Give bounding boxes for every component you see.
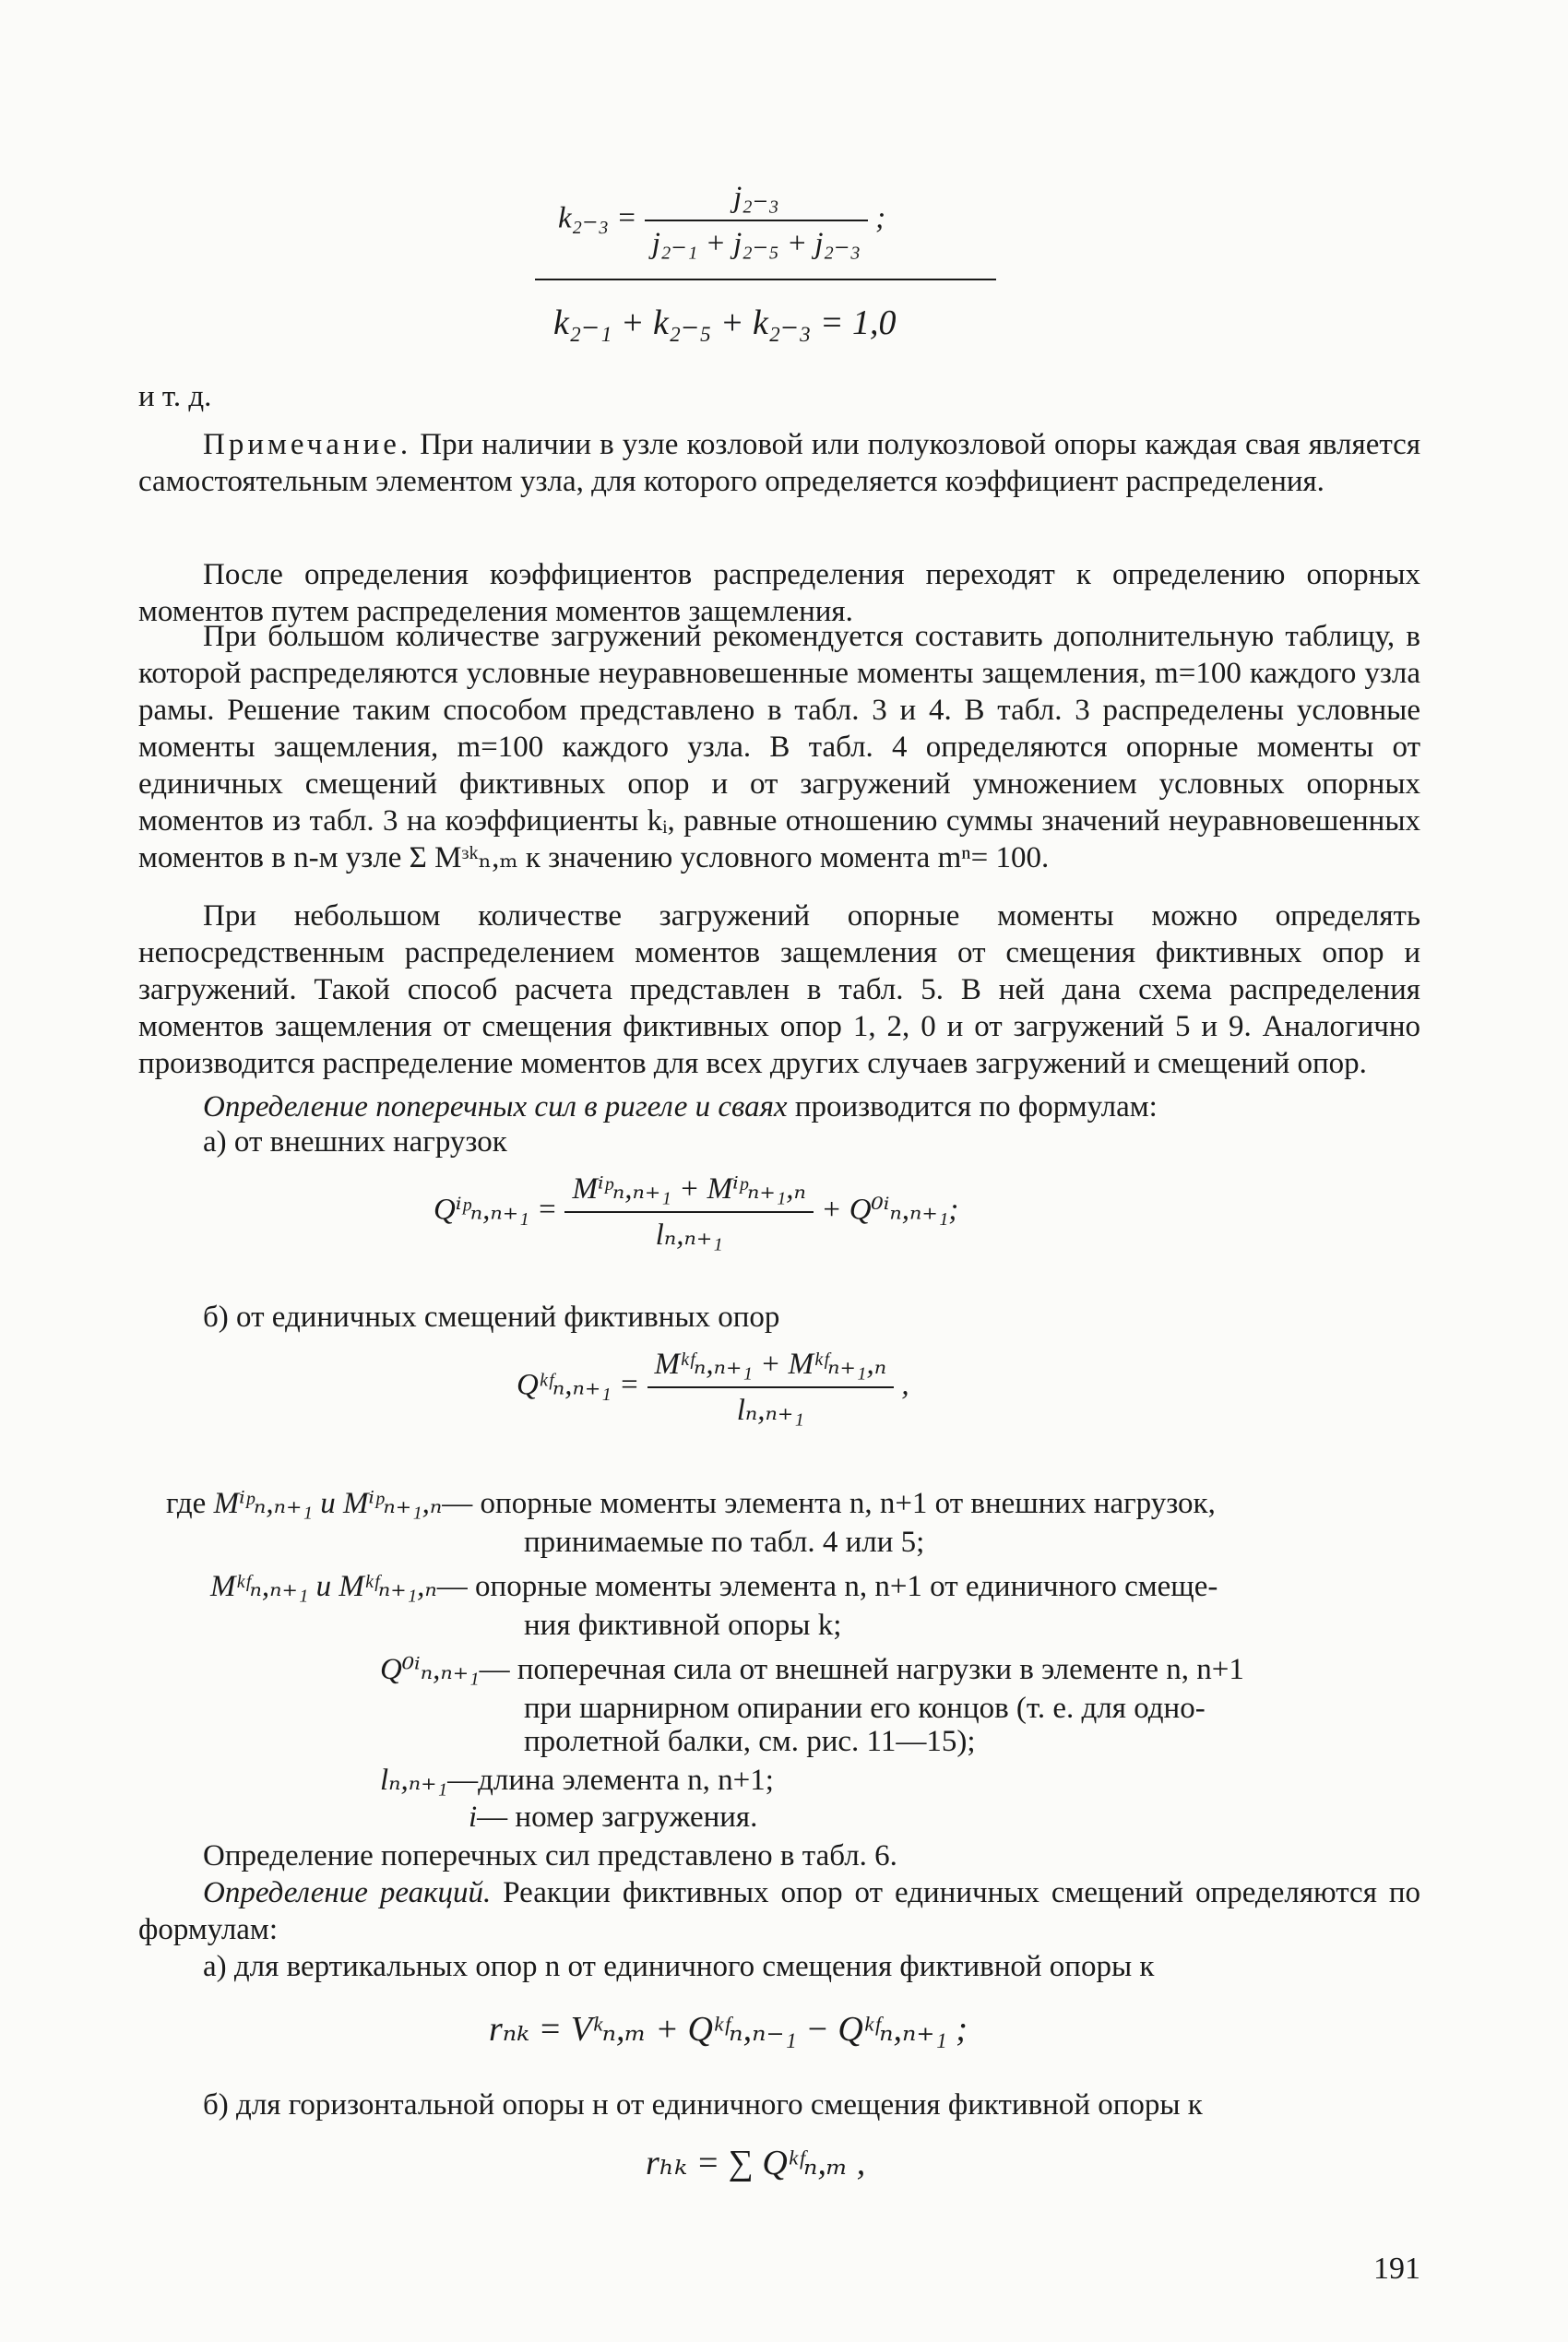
definition-4-symbol: lₙ,ₙ₊₁ [380,1764,448,1797]
where-label: где [166,1487,207,1520]
page-number: 191 [1373,2252,1420,2286]
formula-k23-denominator: j₂₋₁ + j₂₋₅ + j₂₋₃ [651,227,861,260]
definition-2-symbol: Mᵏᶠₙ,ₙ₊₁ и Mᵏᶠₙ₊₁,ₙ [210,1570,437,1603]
paragraph-4-body: производится по формулам: [787,1090,1158,1123]
definition-1-cont: принимаемые по табл. 4 или 5; [524,1526,925,1559]
definition-3-cont-1: при шарнирном опирании его концов (т. е. для одно- [524,1692,1206,1725]
definition-3 [380,1651,1244,1688]
definition-2 [210,1568,1218,1605]
item-b-unit-displacements: б) от единичных смещений фиктивных опор [203,1301,780,1334]
formula-q1-denominator: lₙ,ₙ₊₁ [655,1219,723,1252]
definition-4-text: —длина элемента n, n+1; [447,1764,774,1797]
item-a-external-loads: а) от внешних нагрузок [203,1125,507,1159]
formula-ksum: k₂₋₁ + k₂₋₅ + k₂₋₃ = 1,0 [553,303,897,342]
note [138,426,1420,500]
definition-2-cont: ния фиктивной опоры k; [524,1609,842,1642]
formula-q1-right: + Q⁰ⁱₙ,ₙ₊₁; [821,1193,959,1227]
paragraph-6-body: Реакции фиктивных опор от единичных смещений определяются по формулам: [138,1876,1420,1946]
formula-k23-left: k₂₋₃ = [558,201,637,235]
paragraph-2: При большом количестве загружений рекомендуется составить дополнительную таблицу, в которой распределяются условные неуравновешенные моменты защемления, m=100 каждого узла рамы. Решение таким способом представлено в табл. 3 и 4. В табл. 3 распределены условные моменты защемления, m=100 каждого узла. В табл. 4 определяются опорные моменты от единичных смещений фиктивных опор и от загружений умножением условных опорных моментов из табл. 3 на коэффициенты kᵢ, равные отношению суммы значений неуравновешенных моментов в n-м узле Σ Mᶟᵏₙ,ₘ к значению условного момента mⁿ= 100. [138,620,1420,874]
formula-k23-end: ; [875,201,886,235]
definition-2-text: — опорные моменты элемента n, n+1 от единичного смеще- [436,1570,1218,1603]
formula-q2-numerator: Mᵏᶠₙ,ₙ₊₁ + Mᵏᶠₙ₊₁,ₙ [647,1342,895,1388]
definition-1-text: — опорные моменты элемента n, n+1 от внешних нагрузок, [442,1487,1216,1520]
formula-q2-right: , [901,1368,909,1402]
formula-k23 [558,175,885,266]
note-body: При наличии в узле козловой или полукозловой опоры каждая свая является самостоятельным элементом узла, для которого определяется коэффициент распределения. [138,428,1421,498]
note-label: Примечание. [203,428,412,461]
formula-k23-numerator: j₂₋₃ [645,175,868,221]
paragraph-5: Определение поперечных сил представлено в табл. 6. [203,1839,897,1872]
definition-3-cont-2: пролетной балки, см. рис. 11—15); [524,1725,976,1758]
etc-text: и т. д. [138,380,212,413]
formula-rhk: rₕₖ = ∑ Qᵏᶠₙ,ₘ , [646,2144,866,2182]
formula-q1-numerator: Mⁱᵖₙ,ₙ₊₁ + Mⁱᵖₙ₊₁,ₙ [564,1167,813,1213]
definition-1-symbol: Mⁱᵖₙ,ₙ₊₁ и Mⁱᵖₙ₊₁,ₙ [213,1487,443,1520]
formula-q2-left: Qᵏᶠₙ,ₙ₊₁ = [517,1368,640,1402]
paragraph-4-heading: Определение поперечных сил в ригеле и сваях [203,1090,788,1123]
formula-divider [535,279,996,280]
item-b-horizontal-support: б) для горизонтальной опоры н от единичного смещения фиктивной опоры к [203,2088,1203,2122]
definition-5-text: — номер загружения. [477,1801,758,1834]
definition-5-symbol: i [469,1801,478,1834]
paragraph-6 [138,1874,1420,1948]
formula-q1-left: Qⁱᵖₙ,ₙ₊₁ = [434,1193,558,1227]
formula-q2-denominator: lₙ,ₙ₊₁ [736,1394,804,1427]
definition-5 [469,1799,757,1836]
formula-rnk: rₙₖ = Vᵏₙ,ₘ + Qᵏᶠₙ,ₙ₋₁ − Qᵏᶠₙ,ₙ₊₁ ; [489,2010,968,2049]
paragraph-4 [138,1088,1420,1125]
paragraph-1: После определения коэффициентов распределения переходят к определению опорных моментов путем распределения моментов защемления. [138,558,1420,628]
definition-1 [166,1485,1216,1522]
definition-3-text: — поперечная сила от внешней нагрузки в элементе n, n+1 [479,1653,1244,1686]
definition-4 [380,1762,774,1799]
formula-q-external [434,1167,958,1257]
paragraph-3: При небольшом количестве загружений опорные моменты можно определять непосредственным распределением моментов защемления от смещения фиктивных опор и загружений. Такой способ расчета представлен в табл. 5. В ней дана схема распределения моментов защемления от смещения фиктивных опор 1, 2, 0 и от загружений 5 и 9. Аналогично производится распределение моментов для всех других случаев загружений и смещений опор. [138,899,1420,1080]
paragraph-6-heading: Определение реакций. [203,1876,492,1909]
item-a-vertical-supports: а) для вертикальных опор n от единичного смещения фиктивной опоры к [203,1950,1155,1983]
definition-3-symbol: Q⁰ⁱₙ,ₙ₊₁ [380,1653,480,1686]
formula-q-unit [517,1342,909,1433]
